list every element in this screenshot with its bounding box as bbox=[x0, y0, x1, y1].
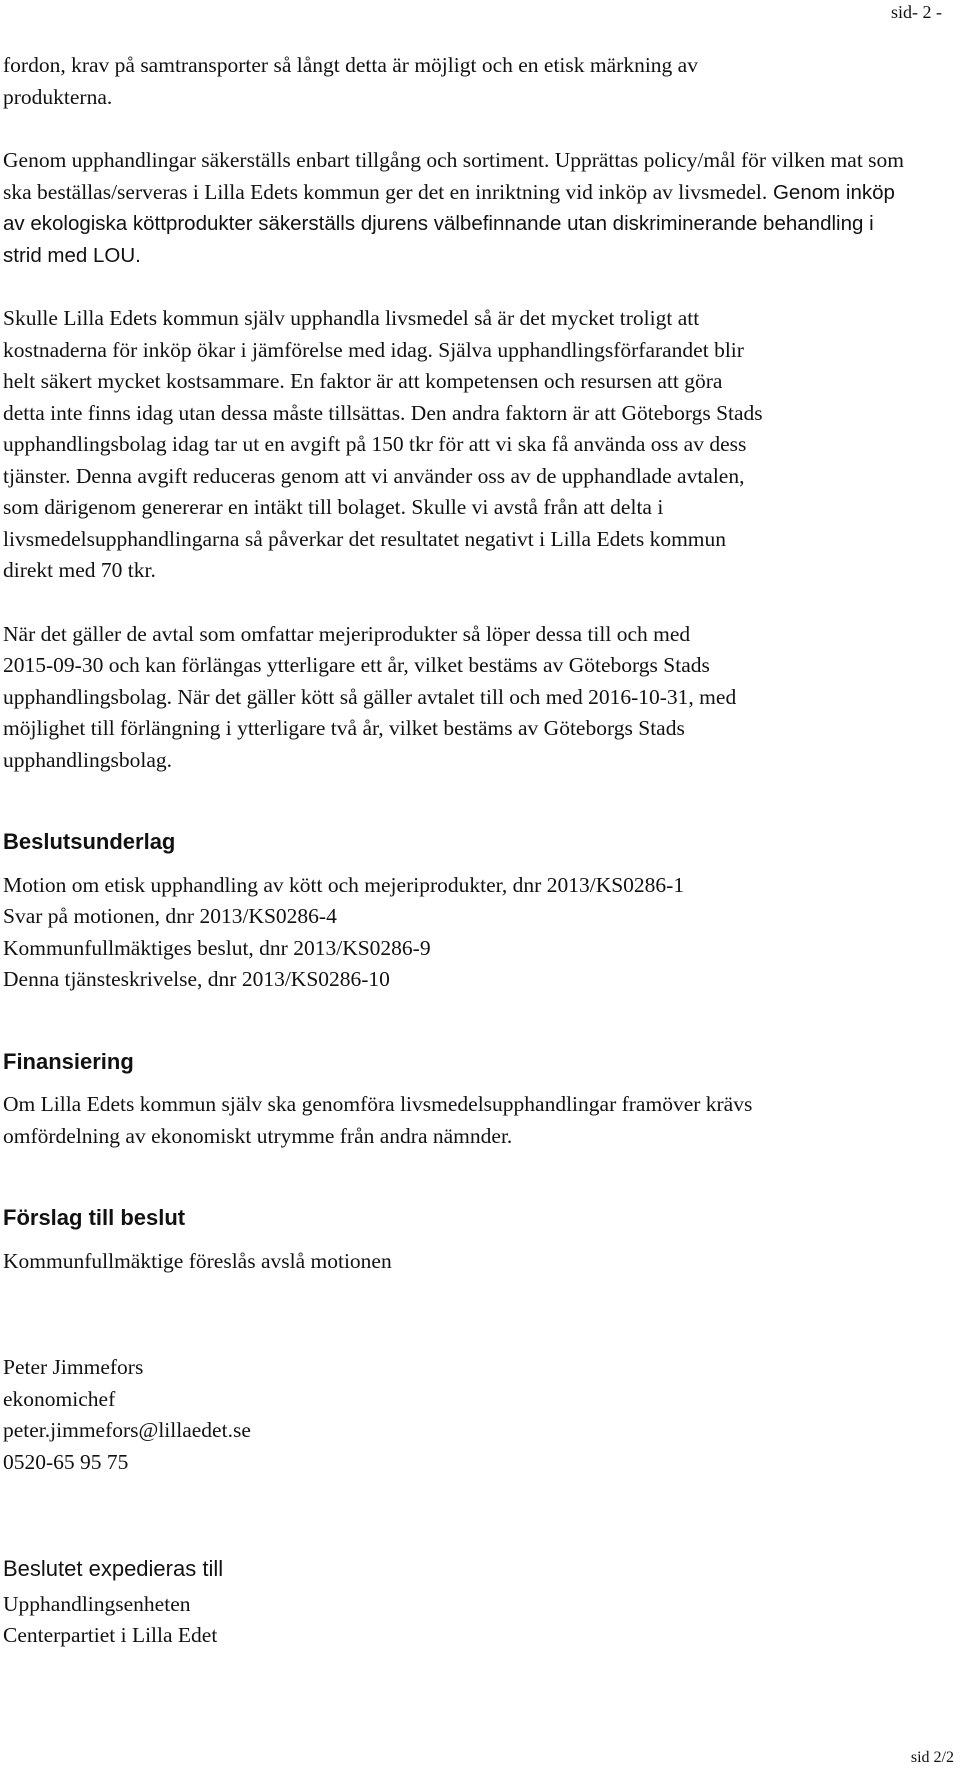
text-line: upphandlingsbolag. När det gäller kött så gäller avtalet till och med 2016-10-31, med bbox=[3, 684, 737, 709]
signature-title: ekonomichef bbox=[3, 1386, 116, 1411]
page-number-header: sid- 2 - bbox=[891, 2, 942, 22]
section-heading-finansiering: Finansiering bbox=[3, 1048, 134, 1074]
text-serif: Genom upphandlingar säkerställs enbart tillgång och sortiment. Upprättas policy/mål för vilken mat som ska beställas/serveras i Lilla Edets kommun ger det en inriktning vid inköp av livsmedel. bbox=[3, 148, 905, 204]
text-line: Skulle Lilla Edets kommun själv upphandla livsmedel så är det mycket troligt att bbox=[3, 306, 700, 330]
list-item: Svar på motionen, dnr 2013/KS0286-4 bbox=[3, 904, 337, 928]
recipient-item: Centerpartiet i Lilla Edet bbox=[3, 1623, 218, 1647]
financing-text bbox=[3, 1089, 953, 1152]
paragraph-procurement bbox=[3, 145, 908, 271]
list-item: Denna tjänsteskrivelse, dnr 2013/KS0286-10 bbox=[3, 967, 390, 991]
text-line: omfördelning av ekonomiskt utrymme från andra nämnder. bbox=[3, 1123, 513, 1148]
text-line: fordon, krav på samtransporter så långt detta är möjligt och en etisk märkning av bbox=[3, 53, 698, 77]
signature-phone: 0520-65 95 75 bbox=[3, 1449, 129, 1474]
document-body bbox=[3, 50, 953, 1652]
signature-block bbox=[3, 1352, 953, 1478]
text-line: direkt med 70 tkr. bbox=[3, 558, 156, 582]
recipients-list bbox=[3, 1589, 953, 1652]
section-heading-expedieras: Beslutet expedieras till bbox=[3, 1556, 224, 1581]
text-line: upphandlingsbolag idag tar ut en avgift på 150 tkr för att vi ska få använda oss av dess bbox=[3, 432, 747, 456]
text-line: livsmedelsupphandlingarna så påverkar det resultatet negativt i Lilla Edets kommun bbox=[3, 526, 727, 551]
text-line: detta inte finns idag utan dessa måste tillsättas. Den andra faktorn är att Göteborgs Stads bbox=[3, 400, 763, 425]
text-line: som därigenom genererar en intäkt till bolaget. Skulle vi avstå från att delta i bbox=[3, 495, 664, 519]
paragraph-agreements bbox=[3, 619, 953, 777]
paragraph-costs bbox=[3, 303, 953, 587]
signature-email: peter.jimmefors@lillaedet.se bbox=[3, 1418, 251, 1442]
text-line: möjlighet till förlängning i ytterligare två år, vilket bestäms av Göteborgs Stads bbox=[3, 716, 685, 740]
text-line: produkterna. bbox=[3, 84, 113, 109]
decision-basis-list bbox=[3, 870, 953, 996]
text-line: tjänster. Denna avgift reduceras genom att vi använder oss av de upphandlade avtalen, bbox=[3, 463, 745, 488]
text-line: 2015-09-30 och kan förlängas ytterligare ett år, vilket bestäms av Göteborgs Stads bbox=[3, 653, 710, 677]
paragraph-continuation bbox=[3, 50, 953, 113]
text-line: kostnaderna för inköp ökar i jämförelse med idag. Själva upphandlingsförfarandet blir bbox=[3, 337, 744, 362]
text-line: Om Lilla Edets kommun själv ska genomföra livsmedelsupphandlingar framöver krävs bbox=[3, 1092, 753, 1116]
section-heading-forslag: Förslag till beslut bbox=[3, 1205, 186, 1230]
list-item: Kommunfullmäktiges beslut, dnr 2013/KS0286-9 bbox=[3, 935, 431, 960]
text-line: När det gäller de avtal som omfattar mejeriprodukter så löper dessa till och med bbox=[3, 621, 691, 646]
text-line: helt säkert mycket kostsammare. En faktor är att kompetensen och resursen att göra bbox=[3, 369, 723, 393]
page-number-footer: sid 2/2 bbox=[910, 1749, 954, 1766]
text-sans: Genom inköp av ekologiska köttprodukter säkerställs djurens välbefinnande utan diskriminerande behandling i strid med LOU. bbox=[3, 180, 895, 267]
recipient-item: Upphandlingsenheten bbox=[3, 1591, 191, 1616]
text-line: upphandlingsbolag. bbox=[3, 747, 172, 772]
section-heading-beslutsunderlag: Beslutsunderlag bbox=[3, 829, 176, 854]
list-item: Motion om etisk upphandling av kött och mejeriprodukter, dnr 2013/KS0286-1 bbox=[3, 872, 685, 897]
proposal-text: Kommunfullmäktige föreslås avslå motionen bbox=[3, 1248, 392, 1273]
signature-name: Peter Jimmefors bbox=[3, 1355, 144, 1379]
